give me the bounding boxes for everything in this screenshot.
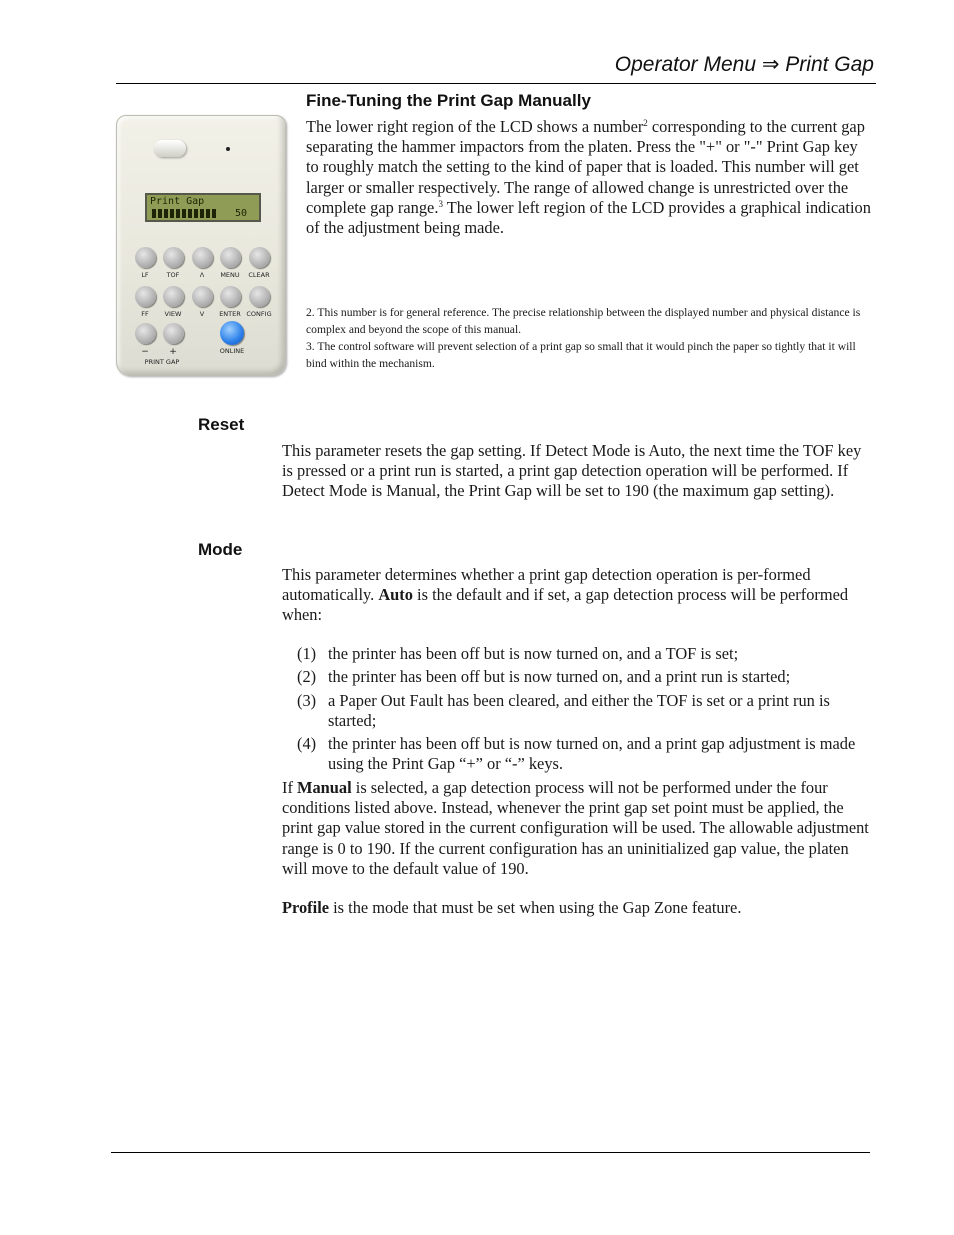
list-item-number: (3) <box>297 691 317 710</box>
reset-paragraph: This parameter resets the gap setting. If Detect Mode is Auto, the next time the TOF key is pressed or a print run is started, a print gap detection operation will be performed. If Detect Mode is Manual, the Print Gap will be set to 190 (the maximum gap setting). <box>282 441 862 501</box>
mode-profile-label: Profile <box>282 898 330 917</box>
mode-intro <box>282 565 872 626</box>
header-rule <box>116 83 876 84</box>
key-label: MENU <box>220 271 240 279</box>
mode-intro-text: This parameter determines whether a print gap detection operation is per-formed automatically. <box>282 565 811 605</box>
key-label: LF <box>141 271 149 279</box>
mode-manual-label: Manual <box>297 778 352 797</box>
finetune-heading: Fine-Tuning the Print Gap Manually <box>306 91 591 110</box>
key-label: V <box>199 310 205 318</box>
key-gap-minus <box>135 323 156 344</box>
key-label: VIEW <box>164 310 182 318</box>
reset-heading: Reset <box>198 415 245 434</box>
list-item-number: (1) <box>297 644 317 663</box>
footnote-ref-3: 3 <box>438 198 443 209</box>
list-item-number: (4) <box>297 734 317 753</box>
list-item-number: (2) <box>297 667 317 686</box>
mode-manual-paragraph <box>282 778 872 879</box>
finetune-paragraph <box>306 117 872 238</box>
lcd-value: 50 <box>235 208 248 219</box>
footnote-ref-2: 2 <box>643 118 648 128</box>
finetune-text: corresponding to the current gap separating the hammer impactors from the platen. Press the "+" or "-" Print Gap key to roughly match the setting to the kind of paper that is loaded. This number will get larger or smaller respectively. The range of allowed change is unrestricted over the complete gap range. <box>306 117 865 217</box>
key-menu <box>220 247 241 268</box>
finetune-text: The lower right region of the LCD shows a number <box>306 117 644 136</box>
key-up <box>192 247 213 268</box>
key-label: TOF <box>166 271 180 279</box>
key-label: FF <box>141 310 149 318</box>
mode-profile-paragraph <box>282 898 872 918</box>
page-header-title: Operator Menu ⇒ Print Gap <box>614 53 874 76</box>
key-clear <box>249 247 270 268</box>
panel-led <box>226 147 230 151</box>
key-config <box>249 286 270 307</box>
key-label: ENTER <box>219 310 241 318</box>
list-item: the printer has been off but is now turned on, and a print run is started; <box>328 667 791 686</box>
mode-profile-text: is the mode that must be set when using the Gap Zone feature. <box>329 898 742 917</box>
lcd-line1: Print Gap <box>150 196 205 207</box>
finetune-text: The lower left region of the LCD provides a graphical indication of the adjustment being made. <box>306 197 871 238</box>
key-label: Λ <box>199 271 205 279</box>
key-label: − <box>141 347 149 357</box>
key-label: + <box>169 347 177 357</box>
mode-heading: Mode <box>198 540 243 559</box>
print-gap-label: PRINT GAP <box>144 358 180 366</box>
footnote-2: 2. This number is for general reference. The precise relationship between the displayed number and physical distance is complex and beyond the scope of this manual. <box>306 306 861 336</box>
list-item: a Paper Out Fault has been cleared, and either the TOF is set or a print run is started; <box>328 691 830 731</box>
key-online <box>220 321 244 345</box>
mode-intro-text: is the default and if set, a gap detection process will be performed when: <box>282 585 849 625</box>
key-label: CLEAR <box>248 271 270 279</box>
footer-rule <box>111 1152 870 1153</box>
key-ff <box>135 286 156 307</box>
key-label: ONLINE <box>219 347 245 355</box>
mode-manual-text: is selected, a gap detection process will not be performed under the four conditions listed above. Instead, whenever the print gap set point must be applied, the print gap value stored in the current configuration will be used. The allowable adjustment range is 0 to 190. If the current configuration has an uninitialized gap value, the platen will move to the default value of 190. <box>282 778 869 878</box>
panel-lcd <box>145 193 261 222</box>
list-item: the printer has been off but is now turned on, and a TOF is set; <box>328 644 739 663</box>
key-down <box>192 286 213 307</box>
control-panel-image <box>116 115 286 376</box>
key-view <box>163 286 184 307</box>
list-item: the printer has been off but is now turned on, and a print gap adjustment is made using the Print Gap “+” or “-” keys. <box>328 734 856 774</box>
mode-auto-label: Auto <box>378 585 413 605</box>
footnotes <box>306 304 872 372</box>
key-enter <box>220 286 241 307</box>
key-gap-plus <box>163 323 184 344</box>
key-tof <box>163 247 184 268</box>
panel-indicator-button <box>154 140 186 157</box>
mode-manual-text: If <box>282 778 298 797</box>
key-label: CONFIG <box>246 310 272 318</box>
key-lf <box>135 247 156 268</box>
footnote-3: 3. The control software will prevent selection of a print gap so small that it would pinch the paper so tightly that it will bind within the mechanism. <box>306 340 856 370</box>
lcd-gap-bar <box>152 209 218 218</box>
